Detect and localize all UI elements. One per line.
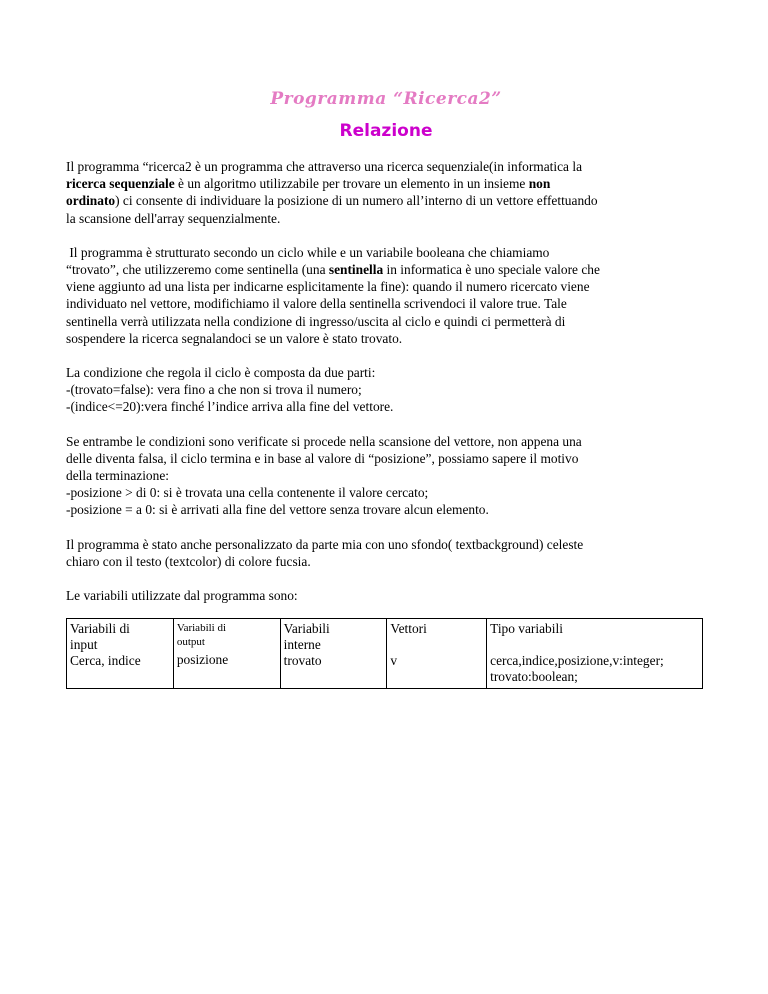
paragraph-line: sentinella verrà utilizzata nella condizione di ingresso/uscita al ciclo e quindi ci permetterà di xyxy=(66,313,566,329)
paragraph-line xyxy=(66,192,706,209)
table-row xyxy=(67,619,703,689)
table-cell-input xyxy=(67,619,174,689)
cell-value: v xyxy=(390,653,398,669)
paragraph-termination xyxy=(66,433,706,519)
paragraph-condition xyxy=(66,364,706,416)
paragraph-intro xyxy=(66,158,706,227)
cell-value: trovato:boolean; xyxy=(490,669,578,685)
cell-value: Cerca, indice xyxy=(70,653,141,669)
paragraph-line: Il programma è strutturato secondo un ciclo while e un variabile booleana che chiamiamo xyxy=(66,244,550,260)
table-cell-output xyxy=(173,619,280,689)
cell-value: trovato xyxy=(283,653,322,669)
bold-term: ricerca sequenziale xyxy=(66,176,175,192)
paragraph-line: sospendere la ricerca segnalandoci se un valore è stato trovato. xyxy=(66,330,403,346)
paragraph-customization xyxy=(66,536,706,570)
paragraph-line: Il programma è stato anche personalizzato da parte mia con uno sfondo( textbackground) celeste xyxy=(66,536,584,552)
cell-header: interne xyxy=(283,637,321,653)
cell-header: Tipo variabili xyxy=(490,621,563,637)
cell-header: Vettori xyxy=(390,621,427,637)
cell-header: Variabili di xyxy=(176,622,227,635)
paragraph-line xyxy=(66,175,706,192)
bold-term: ordinato xyxy=(66,193,116,209)
text-run: ) ci consente di individuare la posizione di un numero all’interno di un vettore effettuando xyxy=(115,193,598,209)
variables-table xyxy=(66,618,703,689)
paragraph-line: -posizione > di 0: si è trovata una cella contenente il valore cercato; xyxy=(66,485,429,501)
text-run: in informatica è uno speciale valore che xyxy=(383,262,600,278)
paragraph-line: Le variabili utilizzate dal programma sono: xyxy=(66,588,298,604)
paragraph-line: -(trovato=false): vera fino a che non si trova il numero; xyxy=(66,382,362,398)
paragraph-line: chiaro con il testo (textcolor) di colore fucsia. xyxy=(66,553,311,569)
cell-header: Variabili di xyxy=(70,621,130,637)
paragraph-structure xyxy=(66,244,706,347)
paragraph-line: individuato nel vettore, modifichiamo il valore della sentinella scrivendoci il valore true. Tale xyxy=(66,296,567,312)
cell-value: cerca,indice,posizione,v:integer; xyxy=(490,653,664,669)
table-cell-types xyxy=(487,619,703,689)
cell-header: output xyxy=(176,636,205,649)
paragraph-line: viene aggiunto ad una lista per indicarne esplicitamente la fine): quando il numero ricercato viene xyxy=(66,279,590,295)
cell-header: Variabili xyxy=(283,621,330,637)
cell-value: posizione xyxy=(176,652,229,668)
table-cell-vectors xyxy=(387,619,487,689)
paragraph-line: della terminazione: xyxy=(66,468,169,484)
paragraph-line: -posizione = a 0: si è arrivati alla fine del vettore senza trovare alcun elemento. xyxy=(66,502,489,518)
paragraph-line: la scansione dell'array sequenzialmente. xyxy=(66,210,281,226)
paragraph-line: La condizione che regola il ciclo è composta da due parti: xyxy=(66,365,376,381)
paragraph-line: Il programma “ricerca2 è un programma che attraverso una ricerca sequenziale(in informatica la xyxy=(66,159,583,174)
table-cell-internal xyxy=(280,619,387,689)
document-page xyxy=(66,80,706,689)
paragraph-line: -(indice<=20):vera finché l’indice arriva alla fine del vettore. xyxy=(66,399,394,415)
bold-term: sentinella xyxy=(328,262,384,278)
bold-term: non xyxy=(528,176,551,192)
text-run: è un algoritmo utilizzabile per trovare un elemento in un insieme xyxy=(174,176,529,192)
paragraph-line: Se entrambe le condizioni sono verificate si procede nella scansione del vettore, non appena una xyxy=(66,433,582,449)
document-subtitle: Relazione xyxy=(339,121,433,141)
paragraph-variables xyxy=(66,587,706,604)
cell-header: input xyxy=(70,637,98,653)
paragraph-line xyxy=(66,261,706,278)
document-title: Programma “Ricerca2” xyxy=(270,89,502,109)
text-run: “trovato”, che utilizzeremo come sentinella (una xyxy=(66,262,329,278)
paragraph-line: delle diventa falsa, il ciclo termina e in base al valore di “posizione”, possiamo sapere il motivo xyxy=(66,450,579,466)
